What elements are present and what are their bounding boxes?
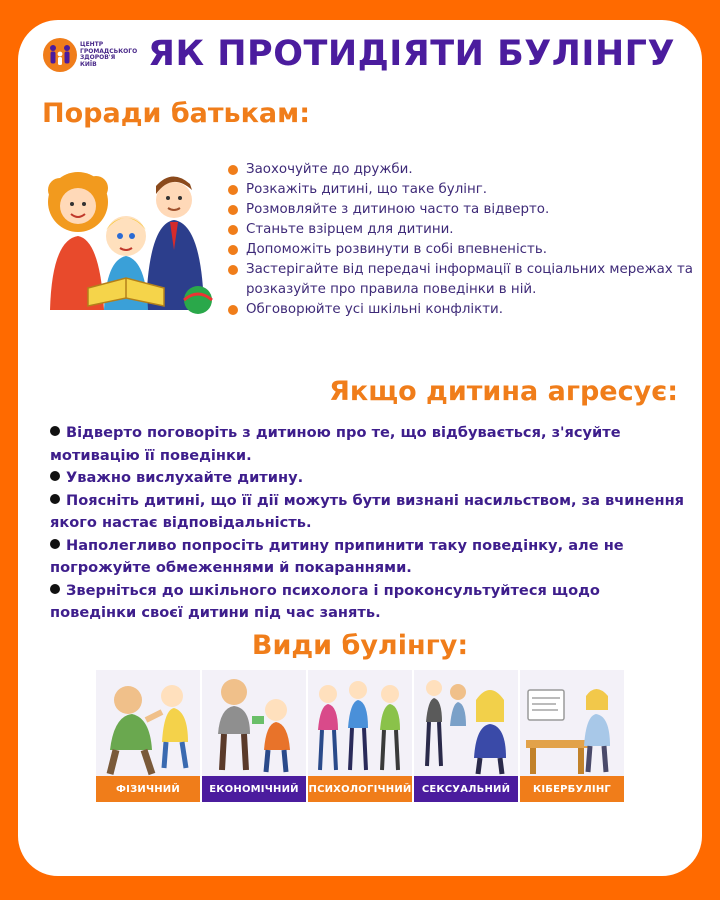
type-psychological: [308, 670, 414, 802]
sexual-bullying-illustration: [414, 670, 518, 776]
list-item-text: Уважно вислухайте дитину.: [66, 469, 304, 486]
logo-line: КИЇВ: [80, 60, 97, 68]
list-item: Заохочуйте до дружби.: [226, 160, 696, 180]
logo-line: ГРОМАДСЬКОГО: [80, 47, 138, 55]
type-label: СЕКСУАЛЬНИЙ: [414, 776, 518, 802]
parents-with-child-illustration: [38, 160, 214, 320]
cyberbullying-illustration: [520, 670, 624, 776]
list-item: [50, 580, 690, 625]
organization-logo: [42, 34, 142, 76]
list-item: Застерігайте від передачі інформації в соціальних мережах та розказуйте про правила поведінки в ній.: [226, 260, 696, 300]
list-item: [50, 422, 690, 467]
type-label: ФІЗИЧНИЙ: [96, 776, 200, 802]
logo-line: ЦЕНТР: [80, 41, 104, 48]
bullying-types-strip: [96, 670, 624, 802]
type-sexual: [414, 670, 520, 802]
bullet-icon: [50, 426, 60, 436]
aggressive-child-heading: Якщо дитина агресує:: [329, 376, 678, 407]
economic-bullying-illustration: [202, 670, 306, 776]
bullet-icon: [50, 494, 60, 504]
list-item: [50, 490, 690, 535]
aggressive-child-list: [50, 422, 690, 625]
type-economic: [202, 670, 308, 802]
parents-tips-list: [226, 160, 696, 320]
list-item: [50, 467, 690, 490]
list-item: Станьте взірцем для дитини.: [226, 220, 696, 240]
list-item: Допоможіть розвинути в собі впевненість.: [226, 240, 696, 260]
parents-advice-heading: Поради батькам:: [42, 98, 311, 129]
physical-bullying-illustration: [96, 670, 200, 776]
list-item: Розмовляйте з дитиною часто та відверто.: [226, 200, 696, 220]
list-item: [50, 535, 690, 580]
type-label: ЕКОНОМІЧНИЙ: [202, 776, 306, 802]
bullet-icon: [50, 584, 60, 594]
list-item-text: Наполегливо попросіть дитину припинити таку поведінку, але не погрожуйте обмеженнями й покараннями.: [50, 536, 624, 576]
list-item-text: Відверто поговоріть з дитиною про те, що відбувається, з'ясуйте мотивацію її поведінки.: [50, 424, 621, 464]
page-title: ЯК ПРОТИДІЯТИ БУЛІНГУ: [148, 34, 675, 74]
type-physical: [96, 670, 202, 802]
type-label: ПСИХОЛОГІЧНИЙ: [308, 776, 412, 802]
bullet-icon: [50, 471, 60, 481]
list-item: Обговорюйте усі шкільні конфлікти.: [226, 300, 696, 320]
family-logo-icon: [42, 37, 78, 73]
list-item: Розкажіть дитині, що таке булінг.: [226, 180, 696, 200]
psychological-bullying-illustration: [308, 670, 412, 776]
logo-text: [80, 42, 142, 68]
poster-card: [18, 20, 702, 876]
type-cyberbullying: [520, 670, 624, 802]
type-label: КІБЕРБУЛІНГ: [520, 776, 624, 802]
logo-line: ЗДОРОВ'Я: [80, 54, 116, 61]
list-item-text: Поясніть дитині, що її дії можуть бути визнані насильством, за вчинення якого настає відповідальність.: [50, 491, 685, 531]
list-item-text: Зверніться до шкільного психолога і проконсультуйтеся щодо поведінки своєї дитини під час занять.: [50, 581, 600, 621]
bullying-types-heading: Види булінгу:: [251, 630, 469, 661]
bullet-icon: [50, 539, 60, 549]
